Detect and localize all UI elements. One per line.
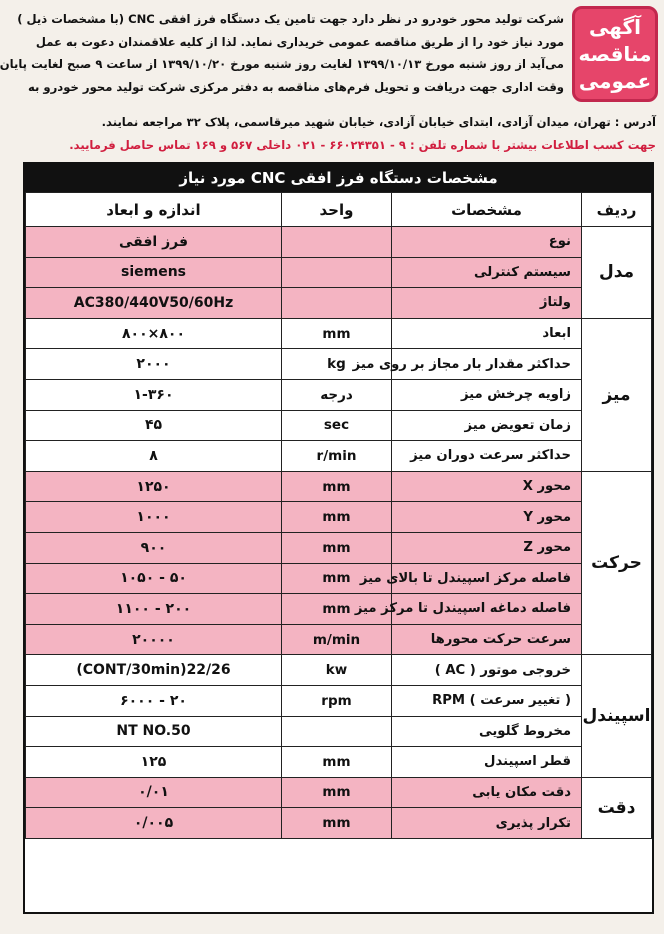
cell-size: ۵۰ - ۱۰۵۰ (26, 563, 282, 594)
cell-size: ۱۲۵ (26, 747, 282, 778)
table-row (26, 227, 652, 258)
cell-spec: قطر اسپیندل (392, 747, 582, 778)
cell-size: ۱-۳۶۰ (26, 379, 282, 410)
address-line: آدرس : تهران، میدان آزادی، ابتدای خیابان آزادی، خیابان شهید میرقاسمی، پلاک ۳۲ مراجعه نمایند. (101, 115, 656, 129)
table-row (26, 594, 652, 625)
cell-unit (282, 227, 392, 258)
table-row (26, 288, 652, 319)
cell-spec: خروجی موتور ( AC ) (392, 655, 582, 686)
header-size: اندازه و ابعاد (26, 193, 282, 227)
table-row (26, 502, 652, 533)
badge-line-2: مناقصه (578, 41, 652, 66)
group-table: میز (582, 318, 652, 471)
table-row (26, 563, 652, 594)
table-header-row (26, 193, 652, 227)
cell-size: ۰/۰۱ (26, 777, 282, 808)
cell-size: ۴۵ (26, 410, 282, 441)
cell-spec: حداکثر مقدار بار مجاز بر روی میز (392, 349, 582, 380)
cell-spec: نوع (392, 227, 582, 258)
cell-unit: kw (282, 655, 392, 686)
cell-size: ۱۰۰۰ (26, 502, 282, 533)
table-row (26, 685, 652, 716)
table-caption: مشخصات دستگاه فرز افقی CNC مورد نیاز (25, 164, 652, 192)
cell-size: ۱۲۵۰ (26, 471, 282, 502)
cell-spec: ولتاژ (392, 288, 582, 319)
cell-unit: mm (282, 594, 392, 625)
intro-text (0, 8, 564, 98)
badge-line-1: آگهی (589, 14, 641, 39)
group-model: مدل (582, 227, 652, 319)
cell-unit: rpm (282, 685, 392, 716)
cell-unit (282, 716, 392, 747)
cell-unit: mm (282, 777, 392, 808)
table-row (26, 624, 652, 655)
cell-size: 22/26(CONT/30min) (26, 655, 282, 686)
table-row (26, 808, 652, 839)
cell-size: ۰/۰۰۵ (26, 808, 282, 839)
cell-unit: mm (282, 808, 392, 839)
table-row (26, 777, 652, 808)
cell-spec: سیستم کنترلی (392, 257, 582, 288)
cell-size: NT NO.50 (26, 716, 282, 747)
cell-size: ۲۰ - ۶۰۰۰ (26, 685, 282, 716)
cell-size: ۲۰۰۰ (26, 349, 282, 380)
table-row (26, 318, 652, 349)
table-row (26, 471, 652, 502)
cell-unit: mm (282, 563, 392, 594)
intro-line-1: شرکت تولید محور خودرو در نظر دارد جهت تامین یک دستگاه فرز افقی CNC (با مشخصات ذیل ) (17, 12, 564, 26)
cell-unit: mm (282, 471, 392, 502)
cell-unit (282, 257, 392, 288)
cell-unit: mm (282, 747, 392, 778)
group-motion: حرکت (582, 471, 652, 655)
cell-size: ۸۰۰×۸۰۰ (26, 318, 282, 349)
cell-spec: تکرار پذیری (392, 808, 582, 839)
cell-spec: زمان تعویض میز (392, 410, 582, 441)
cell-spec: محور Z (392, 532, 582, 563)
table-row (26, 532, 652, 563)
cell-spec: زاویه چرخش میز (392, 379, 582, 410)
cell-spec: فاصله دماغه اسپیندل تا مرکز میز (392, 594, 582, 625)
intro-line-3: می‌آید از روز شنبه مورخ ۱۳۹۹/۱۰/۱۳ لغایت روز شنبه مورخ ۱۳۹۹/۱۰/۲۰ از ساعت ۹ صبح لغایت پایان (0, 57, 564, 71)
cell-unit: r/min (282, 441, 392, 472)
cell-spec: محور Y (392, 502, 582, 533)
contact-line: جهت کسب اطلاعات بیشتر با شماره تلفن : ۹ - ۶۶۰۲۴۳۵۱ - ۰۲۱ داخلی ۵۶۷ و ۱۶۹ تماس حاصل فرمایید. (69, 138, 656, 152)
table-row (26, 441, 652, 472)
cell-unit: درجه (282, 379, 392, 410)
header-unit: واحد (282, 193, 392, 227)
cell-size: AC380/440V50/60Hz (26, 288, 282, 319)
table-row (26, 655, 652, 686)
cell-unit: mm (282, 502, 392, 533)
table-row (26, 747, 652, 778)
group-spindle: اسپیندل (582, 655, 652, 777)
cell-unit: sec (282, 410, 392, 441)
cell-size: ۸ (26, 441, 282, 472)
header-group: ردیف (582, 193, 652, 227)
cell-size: ۲۰۰۰۰ (26, 624, 282, 655)
cell-unit (282, 288, 392, 319)
group-accuracy: دقت (582, 777, 652, 838)
table-row (26, 410, 652, 441)
cell-spec: فاصله مرکز اسپیندل تا بالای میز (392, 563, 582, 594)
table-row (26, 257, 652, 288)
cell-spec: ابعاد (392, 318, 582, 349)
cell-size: فرز افقی (26, 227, 282, 258)
cell-unit: m/min (282, 624, 392, 655)
cell-size: siemens (26, 257, 282, 288)
cell-size: ۹۰۰ (26, 532, 282, 563)
badge-line-3: عمومی (578, 68, 652, 93)
cell-unit: kg (282, 349, 392, 380)
header-spec: مشخصات (392, 193, 582, 227)
tender-badge (572, 6, 658, 102)
cell-spec: محور X (392, 471, 582, 502)
table-row (26, 379, 652, 410)
cell-unit: mm (282, 318, 392, 349)
table-row (26, 716, 652, 747)
cell-spec: مخروط گلویی (392, 716, 582, 747)
cell-spec: دقت مکان یابی (392, 777, 582, 808)
intro-line-4: وقت اداری جهت دریافت و تحویل فرم‌های مناقصه به دفتر مرکزی شرکت تولید محور خودرو به (28, 79, 564, 94)
intro-line-2: مورد نیاز خود را از طریق مناقصه عمومی خریداری نماید. لذا از کلیه علاقمندان دعوت به عمل (35, 34, 564, 49)
cell-unit: mm (282, 532, 392, 563)
cell-spec: سرعت حرکت محورها (392, 624, 582, 655)
cell-size: ۲۰۰ - ۱۱۰۰ (26, 594, 282, 625)
cell-spec: ( تغییر سرعت ) RPM (392, 685, 582, 716)
cell-spec: حداکثر سرعت دوران میز (392, 441, 582, 472)
spec-table-container (23, 162, 654, 914)
table-row (26, 349, 652, 380)
spec-table (25, 192, 652, 839)
